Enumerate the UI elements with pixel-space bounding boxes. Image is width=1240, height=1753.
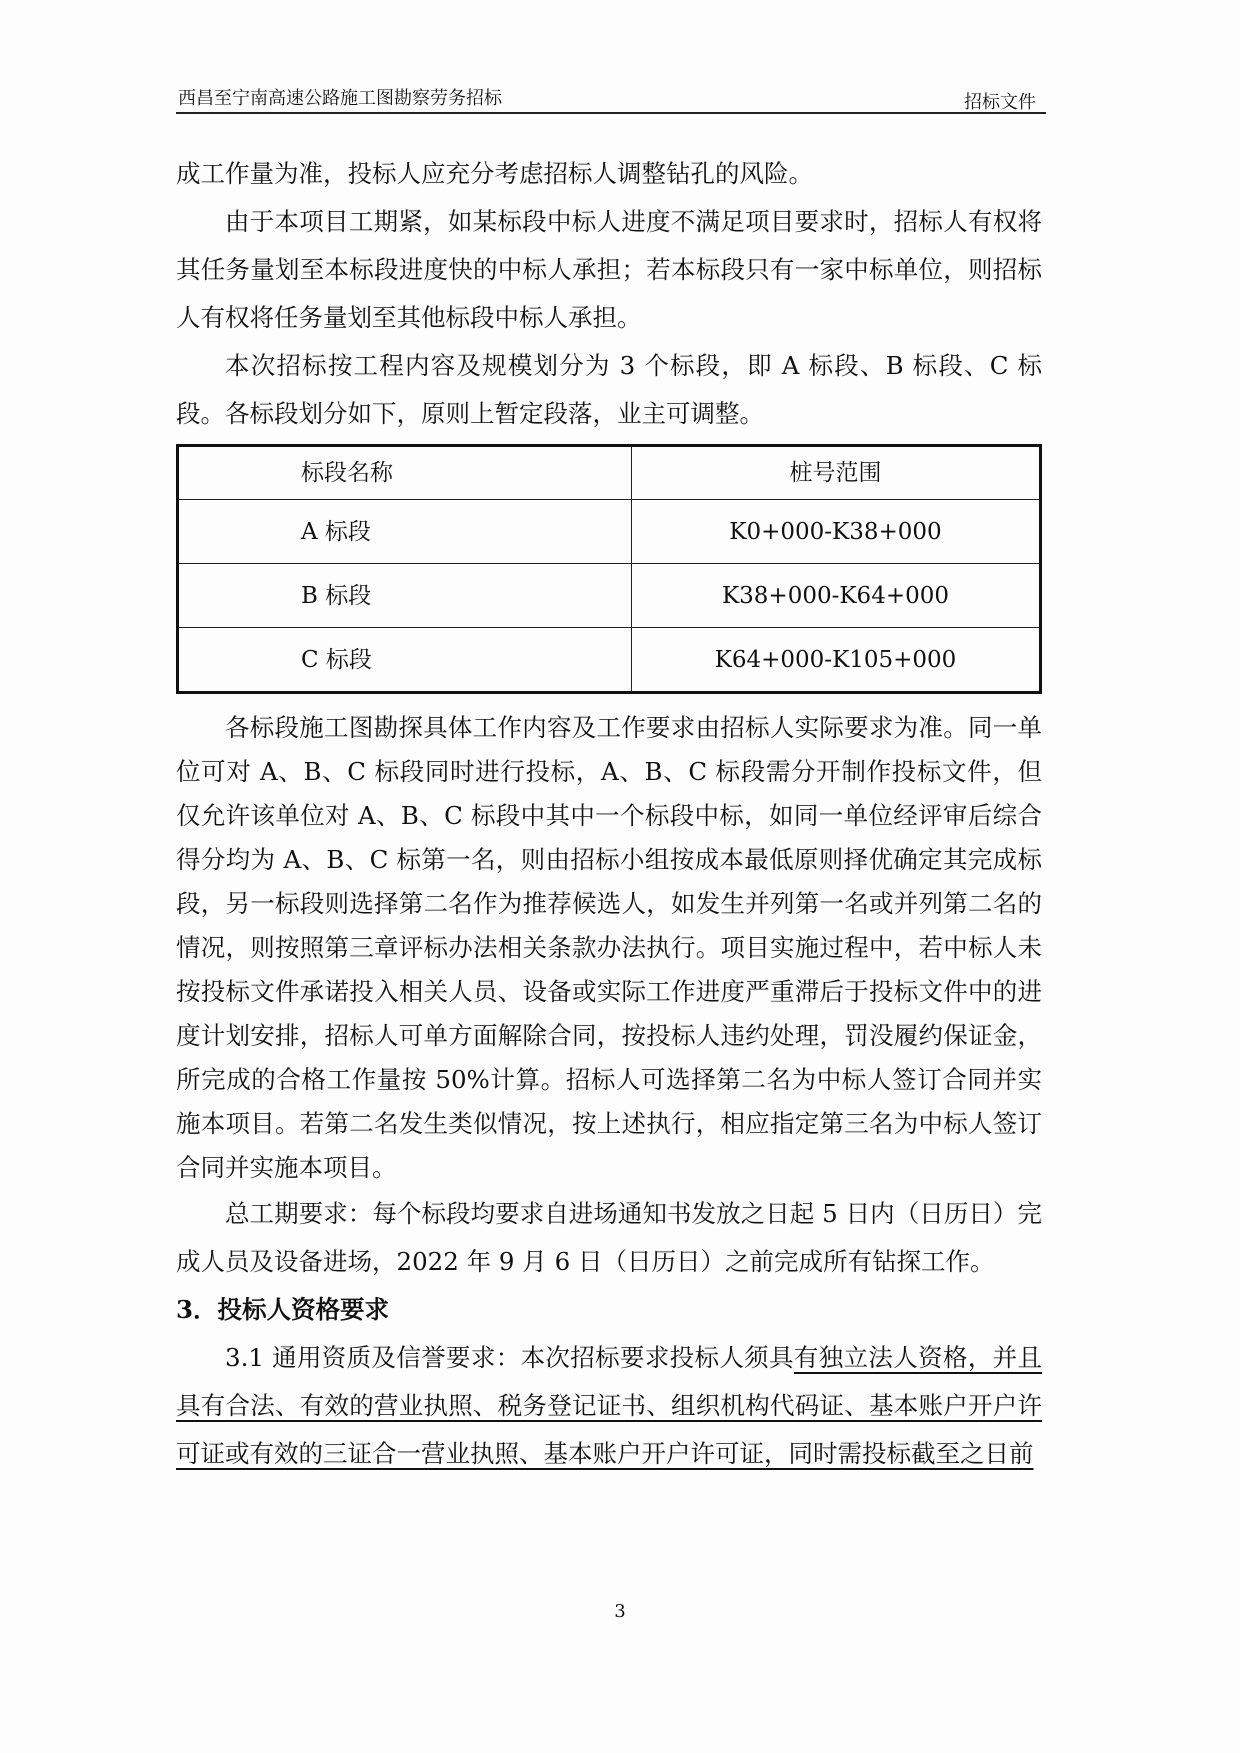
section-name-cell: A 标段 <box>178 500 632 564</box>
section-heading: 3．投标人资格要求 <box>176 1295 390 1324</box>
running-header <box>176 82 1046 114</box>
chainage-range-cell: K0+000-K38+000 <box>632 500 1041 564</box>
page-number: 3 <box>614 1601 626 1622</box>
section-name-cell: B 标段 <box>178 564 632 628</box>
paragraph-6 <box>176 1334 1042 1478</box>
chainage-range-cell: K64+000-K105+000 <box>632 628 1041 693</box>
table-row <box>178 500 1041 564</box>
section-name-cell: C 标段 <box>178 628 632 693</box>
col-header-section-name: 标段名称 <box>178 446 632 500</box>
table-row <box>178 564 1041 628</box>
paragraph-1: 成工作量为准，投标人应充分考虑招标人调整钻孔的风险。 <box>176 159 813 188</box>
section-table <box>176 444 1042 694</box>
header-document-title: 西昌至宁南高速公路施工图勘察劳务招标 <box>178 88 502 109</box>
chainage-range-cell: K38+000-K64+000 <box>632 564 1041 628</box>
paragraph-4: 各标段施工图勘探具体工作内容及工作要求由招标人实际要求为准。同一单位可对 A、B、C 标段同时进行投标，A、B、C 标段需分开制作投标文件，但仅允许该单位对 A、B、C 标段中其中一个标段中标，如同一单位经评审后综合得分均为 A、B、C 标第一名，则由招标小组按成本最低原则择优确定其完成标段，另一标段则选择第二名作为推荐候选人，如发生并列第一名或并列第二名的情况，则按照第三章评标办法相关条款办法执行。项目实施过程中，若中标人未按投标文件承诺投入相关人员、设备或实际工作进度严重滞后于投标文件中的进度计划安排，招标人可单方面解除合同，按投标人违约处理，罚没履约保证金，所完成的合格工作量按 50%计算。招标人可选择第二名为中标人签订合同并实施本项目。若第二名发生类似情况，按上述执行，相应指定第三名为中标人签订合同并实施本项目。 <box>176 713 1042 1182</box>
paragraph-6-underlined: 有独立法人资格，并且具有合法、有效的营业执照、税务登记证书、组织机构代码证、基本账户开户许可证或有效的三证合一营业执照、基本账户开户许可证，同时需投标截至之日前 <box>176 1343 1043 1468</box>
paragraph-6-prefix: 3.1 通用资质及信誉要求：本次招标要求投标人须具 <box>225 1343 794 1372</box>
header-document-type: 招标文件 <box>964 92 1036 113</box>
col-header-chainage-range: 桩号范围 <box>632 446 1041 500</box>
paragraph-2: 由于本项目工期紧，如某标段中标人进度不满足项目要求时，招标人有权将其任务量划至本标段进度快的中标人承担；若本标段只有一家中标单位，则招标人有权将任务量划至其他标段中标人承担。 <box>176 207 1042 332</box>
paragraph-5: 总工期要求：每个标段均要求自进场通知书发放之日起 5 日内（日历日）完成人员及设备进场，2022 年 9 月 6 日（日历日）之前完成所有钻探工作。 <box>176 1199 1042 1276</box>
body-text <box>176 150 1042 1478</box>
table-header-row <box>178 446 1041 500</box>
paragraph-3: 本次招标按工程内容及规模划分为 3 个标段，即 A 标段、B 标段、C 标段。各标段划分如下，原则上暂定段落，业主可调整。 <box>176 351 1042 428</box>
table-row <box>178 628 1041 693</box>
